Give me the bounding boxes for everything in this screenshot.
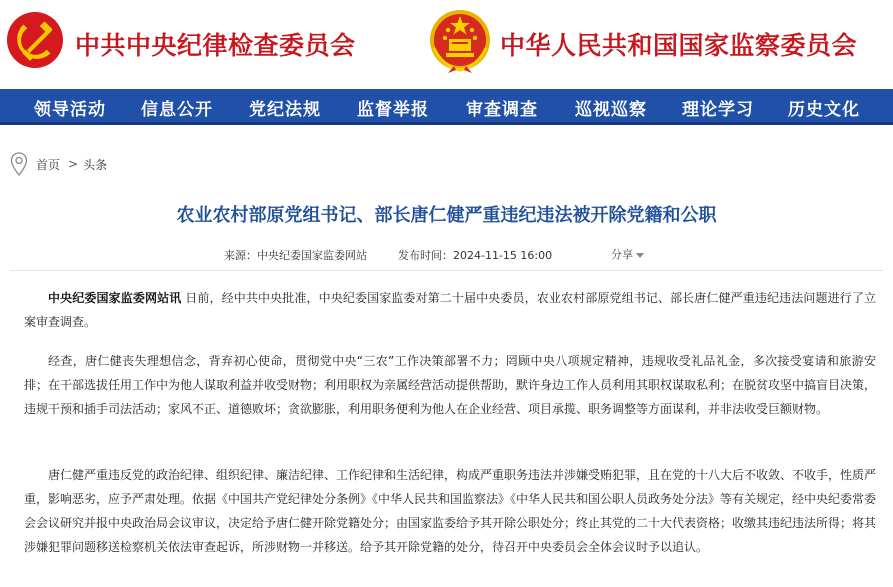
party-emblem-icon[interactable] [6, 11, 64, 69]
breadcrumb [10, 152, 107, 176]
nav-item-history[interactable]: 历史文化 [788, 100, 860, 120]
nav-item-leadership[interactable]: 领导活动 [34, 100, 106, 120]
main-nav [0, 89, 893, 125]
nav-item-regulations[interactable]: 党纪法规 [249, 100, 321, 120]
article-source [224, 247, 367, 263]
article-paragraph-3: 唐仁健严重违反党的政治纪律、组织纪律、廉洁纪律、工作纪律和生活纪律，构成严重职务违法并涉嫌受贿犯罪，且在党的十八大后不收敛、不收手，性质严重，影响恶劣，应予严肃处理。依据《中国共产党纪律处分条例》《中华人民共和国监察法》《中华人民共和国公职人员政务处分法》等有关规定，经中央纪委常委会会议研究并报中央政治局会议审议，决定给予唐仁健开除党籍处分；由国家监委给予其开除公职处分；终止其党的二十大代表资格；收缴其违纪违法所得；将其涉嫌犯罪问题移送检察机关依法审查起诉，所涉财物一并移送。给予其开除党籍的处分，待召开中央委员会全体会议时予以追认。 [24, 468, 877, 554]
article-paragraph-1 [24, 286, 876, 334]
nav-item-inspection[interactable]: 巡视巡察 [575, 100, 647, 120]
published-label: 发布时间： [398, 249, 453, 262]
nav-item-report[interactable]: 监督举报 [357, 100, 429, 120]
article-paragraph-2: 经查，唐仁健丧失理想信念，背弃初心使命，贯彻党中央“三农”工作决策部署不力；罔顾中央八项规定精神，违规收受礼品礼金，多次接受宴请和旅游安排；在干部选拔任用工作中为他人谋取利益并收受财物；利用职权为亲属经营活动提供帮助，默许身边工作人员利用其职权谋取私利；在脱贫攻坚中搞盲目决策，违规干预和插手司法活动；家风不正、道德败坏；贪欲膨胀，利用职务便利为他人在企业经营、项目承揽、职务调整等方面谋利，并非法收受巨额财物。 [24, 354, 877, 416]
breadcrumb-home-link[interactable]: 首页 [36, 157, 61, 172]
nav-item-investigation[interactable]: 审查调查 [466, 100, 538, 120]
paragraph-1-text: 日前，经中共中央批准，中央纪委国家监委对第二十届中央委员，农业农村部原党组书记、部长唐仁健严重违纪违法问题进行了立案审查调查。 [24, 291, 876, 329]
article-date [398, 247, 552, 263]
site-title-nsc[interactable]: 中华人民共和国国家监察委员会 [500, 31, 858, 60]
share-label: 分享 [611, 248, 633, 261]
site-title-ccdi[interactable]: 中共中央纪律检查委员会 [75, 31, 356, 60]
breadcrumb-current-link[interactable]: 头条 [83, 157, 108, 172]
source-label: 来源： [224, 249, 257, 262]
lead-source: 中央纪委国家监委网站讯 [48, 291, 182, 305]
location-pin-icon [10, 152, 28, 176]
nav-item-info-disclosure[interactable]: 信息公开 [141, 100, 213, 120]
published-value: 2024-11-15 16:00 [453, 249, 553, 262]
national-emblem-icon[interactable] [428, 8, 492, 74]
site-header [0, 0, 893, 89]
article-title: 农业农村部原党组书记、部长唐仁健严重违纪违法被开除党籍和公职 [176, 205, 717, 226]
nav-item-theory[interactable]: 理论学习 [682, 100, 754, 120]
divider [10, 270, 883, 271]
breadcrumb-separator: > [68, 157, 79, 171]
share-button[interactable] [611, 246, 644, 262]
chevron-down-icon [636, 253, 644, 258]
source-value: 中央纪委国家监委网站 [257, 249, 367, 262]
